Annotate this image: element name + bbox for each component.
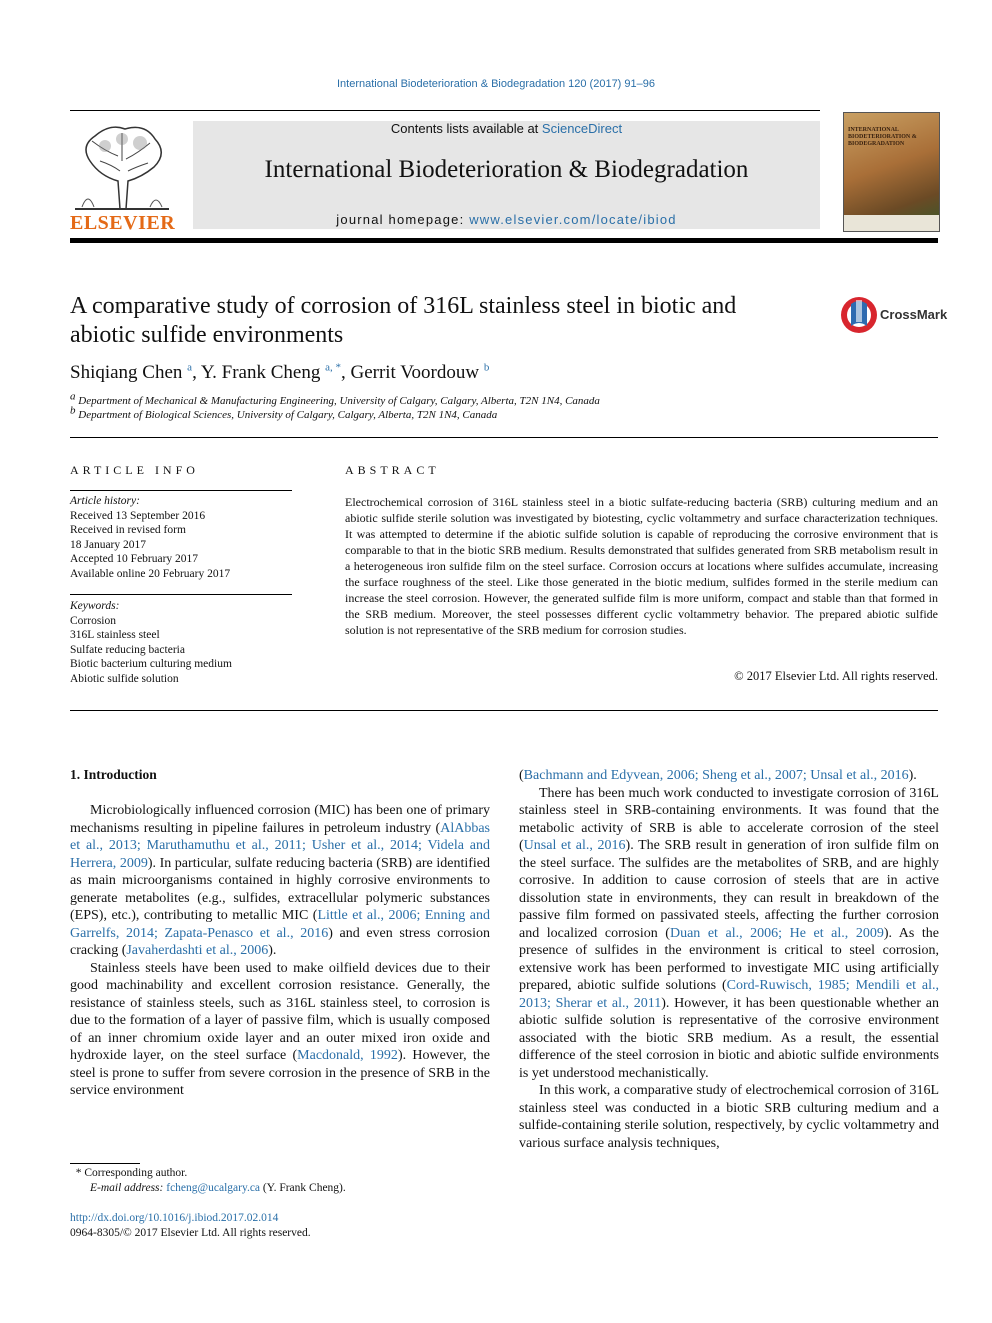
article-info-rule: [70, 490, 292, 491]
history-label: Article history:: [70, 495, 140, 507]
keyword-item: Abiotic sulfide solution: [70, 672, 179, 685]
affiliation-mark: b: [70, 404, 76, 417]
email-suffix: (Y. Frank Cheng).: [262, 1182, 346, 1194]
contents-line: [193, 121, 820, 136]
keyword-item: Sulfate reducing bacteria: [70, 643, 185, 656]
keywords-rule: [70, 594, 292, 595]
author-affiliation-mark[interactable]: a: [187, 361, 193, 374]
title-line-1: A comparative study of corrosion of 316L stainless steel in biotic and: [70, 293, 737, 319]
abstract-bottom-rule: [70, 710, 938, 711]
reference-link[interactable]: Bachmann and Edyvean, 2006; Sheng et al., 2007; Unsal et al., 2016: [523, 768, 909, 783]
header-thick-rule: [70, 238, 938, 243]
abstract-copyright: © 2017 Elsevier Ltd. All rights reserved.: [734, 669, 938, 683]
history-item: Received 13 September 2016: [70, 509, 206, 522]
keyword-item: Biotic bacterium culturing medium: [70, 658, 232, 670]
email-note: [90, 1181, 346, 1196]
paragraph: Microbiologically influenced corrosion (MIC) has been one of primary mechanisms resulting in pipeline failures in petroleum industry (AlAbbas et al., 2013; Maruthamuthu et al., 2011; Usher et al., 2014; Videla and Herrera, 2009). In particular, sulfate reducing bacteria (SRB) are identified as main microorganisms contained in highly corrosive environments to generate metabolites (e.g., sulfides, extracellular polymeric substances (EPS), etc.), contributing to metallic MIC (Little et al., 2006; Enning and Garrelfs, 2014; Zapata-Penasco et al., 2016) and even stress corrosion cracking (Javaherdashti et al., 2006).: [70, 803, 490, 958]
paragraph: (Bachmann and Edyvean, 2006; Sheng et al., 2007; Unsal et al., 2016).: [519, 768, 917, 783]
author-name[interactable]: Shiqiang Chen: [70, 362, 183, 383]
author-affiliation-mark[interactable]: a, *: [325, 361, 341, 374]
history-item: Available online 20 February 2017: [70, 567, 231, 580]
section-heading-introduction: 1. Introduction: [70, 767, 157, 782]
crossmark-badge[interactable]: [840, 296, 948, 336]
paragraph: There has been much work conducted to investigate corrosion of 316L stainless steel in SRB-containing environments. It was found that the metabolic activity of SRB is able to accelerate corrosion of the steel (Unsal et al., 2016). The SRB result in generation of iron sulfide film on the steel surface. The sulfides are the metabolites of SRB, and are highly corrosive. In addition to cause corrosion of steels that are in active dissolution state in environments, they can result in breakdown of the passive film formed on passivated steels, affecting the further corrosion and localized corrosion (Duan et al., 2006; He et al., 2009). As the presence of sulfides in the environment is critical to steel corrosion, extensive work has been performed to investigate MIC using artificially prepared, abiotic sulfide solutions (Cord-Ruwisch, 1985; Mendili et al., 2013; Sherar et al., 2011). However, it has been questionable whether an abiotic sulfide solution is representative of the corrosive environment associated with the biotic SRB medium. As a result, the essential difference of the steel corrosion in biotic and abiotic sulfide environments is yet understood mechanistically.: [519, 785, 939, 1081]
cover-title: INTERNATIONAL BIODETERIORATION & BIODEGRADATION: [848, 127, 917, 147]
issn-line: 0964-8305/© 2017 Elsevier Ltd. All rights reserved.: [70, 1227, 311, 1239]
crossmark-icon: [840, 296, 878, 334]
reference-link[interactable]: Macdonald, 1992: [297, 1048, 398, 1063]
affiliation-b: [70, 404, 498, 421]
reference-link[interactable]: Duan et al., 2006; He et al., 2009: [669, 925, 884, 941]
front-matter-rule: [70, 437, 938, 438]
footnote-rule: [70, 1163, 140, 1164]
body-left-column: [70, 802, 490, 1100]
doi-link[interactable]: http://dx.doi.org/10.1016/j.ibiod.2017.02.014: [70, 1212, 279, 1224]
journal-title: International Biodeterioration & Biodegradation: [264, 156, 749, 183]
journal-cover-thumbnail[interactable]: [843, 112, 940, 232]
cover-footer-strip: [844, 215, 939, 231]
author-list: Shiqiang Chen $^a$, Y. Frank Cheng $^{a, *}$, Gerrit Voordouw $^b$: [70, 361, 490, 383]
article-info-heading: ARTICLE INFO: [70, 463, 199, 477]
email-link[interactable]: fcheng@ucalgary.ca: [166, 1182, 261, 1194]
elsevier-wordmark: ELSEVIER: [70, 212, 176, 234]
email-label: E-mail address:: [90, 1182, 164, 1194]
doi-block: [70, 1211, 311, 1241]
author-affiliation-mark[interactable]: b: [483, 361, 490, 374]
author-name[interactable]: Y. Frank Cheng: [200, 362, 321, 383]
reference-link[interactable]: Little et al., 2006; Enning and Garrelfs, 2014; Zapata-Penasco et al., 2016: [70, 908, 490, 941]
keyword-item: Corrosion: [70, 614, 116, 627]
corresponding-author-note: [70, 1166, 187, 1181]
keywords: [70, 599, 292, 686]
journal-citation[interactable]: International Biodeterioration & Biodegradation 120 (2017) 91–96: [336, 78, 655, 90]
article-history: [70, 494, 292, 581]
footnote-star: *: [75, 1167, 82, 1179]
history-item: Received in revised form: [70, 524, 186, 536]
homepage-link[interactable]: www.elsevier.com/locate/ibiod: [469, 212, 677, 227]
corresponding-label: Corresponding author.: [84, 1167, 188, 1179]
reference-link[interactable]: Unsal et al., 2016: [523, 838, 626, 853]
affiliation-text: Department of Biological Sciences, University of Calgary, Calgary, Alberta, T2N 1N4, Canada: [78, 409, 498, 421]
history-item: Accepted 10 February 2017: [70, 553, 199, 565]
abstract-text: Electrochemical corrosion of 316L stainless steel in a biotic sulfate-reducing bacteria (SRB) culturing medium and an abiotic sulfide sterile solution was investigated by biotesting, cyclic voltammetry and surface characterization techniques. It was attempted to determine if the abiotic sulfide solution is capable of reproducing the corrosive environment that is comparable to that in the biotic SRB medium. Results demonstrated that sulfides generated from SRB metabolism result in a heterogeneous iron sulfide film on the steel surface. Corrosion occurs at locations where sulfides accumulate, increasing the surface roughness of the steel. Like those generated in the biotic medium, sulfides formed in the sterile medium can increase the steel corrosion. However, the generated sulfide film is more uniform, compact and stable than that formed in the SRB medium. Moreover, the steel possesses different cyclic voltammetry behavior. The prepared abiotic sulfide solution is not representative of the SRB medium for corrosion studies.: [345, 495, 938, 637]
journal-homepage: [193, 212, 820, 227]
homepage-prefix: journal homepage:: [336, 212, 470, 227]
affiliation-text: Department of Mechanical & Manufacturing Engineering, University of Calgary, Calgary, Alberta, T2N 1N4, Canada: [78, 395, 600, 407]
affiliation-a: [70, 390, 600, 407]
crossmark-label: CrossMark: [880, 307, 948, 322]
sciencedirect-link[interactable]: ScienceDirect: [541, 121, 623, 136]
header-rule: [70, 110, 820, 111]
body-right-column: [519, 767, 939, 1152]
paragraph: In this work, a comparative study of electrochemical corrosion of 316L stainless steel was conducted in a biotic SRB culturing medium and a sulfide-containing sterile solution, respectively, by cyclic voltammetry and various surface analysis techniques,: [519, 1083, 939, 1151]
keywords-label: Keywords:: [70, 600, 120, 612]
contents-prefix: Contents lists available at: [390, 121, 542, 136]
keyword-item: 316L stainless steel: [70, 629, 160, 641]
title-line-2: abiotic sulfide environments: [70, 322, 344, 348]
affiliation-mark: a: [70, 390, 76, 403]
reference-link[interactable]: Javaherdashti et al., 2006: [126, 943, 269, 958]
paragraph: Stainless steels have been used to make oilfield devices due to their good machinability and excellent corrosion resistance. Generally, the resistance of stainless steels, such as 316L stainless steel, to corrosion is due to the formation of a layer of passive film, which is usually composed of an inner chromium oxide layer and an outer mixed iron oxide and hydroxide layer, on the steel surface (Macdonald, 1992). However, the steel is prone to suffer from severe corrosion in the presence of SRB in the service environment: [70, 960, 491, 1098]
reference-link[interactable]: AlAbbas et al., 2013; Maruthamuthu et al., 2011; Usher et al., 2014; Videla and Herrera, 2009: [70, 820, 490, 871]
reference-link[interactable]: Cord-Ruwisch, 1985; Mendili et al., 2013; Sherar et al., 2011: [519, 978, 939, 1011]
author-name[interactable]: Gerrit Voordouw: [350, 362, 480, 383]
history-item: 18 January 2017: [70, 538, 147, 551]
article-title: [70, 292, 830, 350]
abstract-heading: ABSTRACT: [345, 463, 440, 477]
